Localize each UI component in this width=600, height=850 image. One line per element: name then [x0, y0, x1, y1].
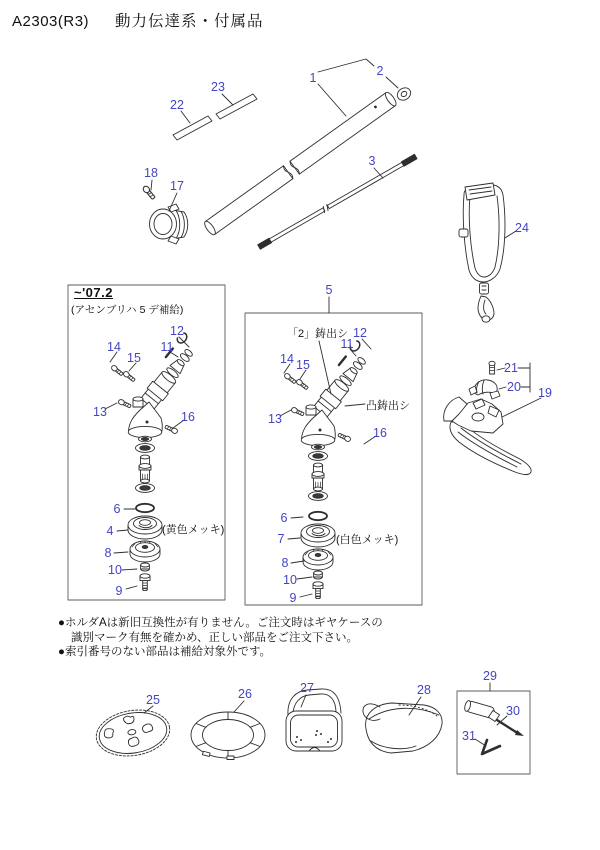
part-callout-5: 5: [325, 282, 333, 297]
footnote-line: 識別マーク有無を確かめ、正しい部品をご注文下さい。: [71, 631, 359, 644]
footnote-line: ●ホルダAは新旧互換性が有りません。ご注文時はギヤケースの: [58, 617, 383, 629]
part-callout-15: 15: [296, 357, 310, 372]
tool-bag-drawing: [363, 703, 442, 753]
new-spec-box: [245, 313, 422, 605]
part-callout-9: 9: [289, 590, 297, 605]
part-callout-8: 8: [281, 555, 289, 570]
part-callout-29: 29: [483, 668, 497, 683]
part-callout-4: 4: [106, 523, 114, 538]
part-callout-27: 27: [300, 680, 314, 695]
part-callout-28: 28: [417, 682, 431, 697]
hanger-clamp-drawing: [150, 204, 188, 244]
part-callout-15: 15: [127, 350, 141, 365]
old-spec-box-subheader: (アセンブリハ 5 デ補給): [71, 304, 184, 316]
gearhead-old-drawing: [110, 331, 204, 590]
plating-note-white: (白色メッキ): [336, 534, 399, 546]
blade-cover-ring-drawing: [191, 712, 265, 760]
part-callout-25: 25: [146, 692, 160, 707]
safety-guard-drawing: [444, 397, 531, 475]
part-callout-10: 10: [108, 562, 122, 577]
part-callout-31: 31: [462, 728, 476, 743]
part-callout-11: 11: [160, 339, 174, 354]
page-title-code: A2303(R3): [12, 13, 90, 30]
part-callout-12: 12: [170, 323, 184, 338]
part-callout-16: 16: [373, 425, 387, 440]
part-callout-18: 18: [144, 165, 158, 180]
part-callout-24: 24: [515, 220, 529, 235]
saw-blade-drawing: [93, 705, 173, 761]
part-callout-10: 10: [283, 572, 297, 587]
part-callout-13: 13: [268, 411, 282, 426]
footnotes: [58, 616, 383, 660]
part-callout-30: 30: [506, 703, 520, 718]
part-callout-2: 2: [376, 63, 384, 78]
guard-bolt-drawing: [489, 361, 495, 374]
part-callout-26: 26: [238, 686, 252, 701]
part-callout-23: 23: [211, 79, 225, 94]
plating-note-yellow: (黄色メッキ): [162, 524, 225, 536]
part-callout-8: 8: [104, 545, 112, 560]
page-title-text: 動力伝達系・付属品: [115, 13, 264, 30]
cast-mark-label: 「2」鋳出シ: [287, 328, 349, 340]
part-callout-11: 11: [340, 336, 354, 351]
part-callout-16: 16: [181, 409, 195, 424]
part-callout-22: 22: [170, 97, 184, 112]
cast-boss-label: 凸鋳出シ: [366, 400, 410, 412]
part-callout-19: 19: [538, 385, 552, 400]
part-callout-6: 6: [280, 510, 288, 525]
old-spec-box-header: ~'07.2: [74, 285, 113, 300]
part-callout-14: 14: [107, 339, 121, 354]
footnote-line: ●索引番号のない部品は補給対象外です。: [58, 646, 272, 658]
part-callout-20: 20: [507, 379, 521, 394]
shoulder-strap-drawing: [459, 183, 505, 322]
part-callout-12: 12: [353, 325, 367, 340]
part-callout-14: 14: [280, 351, 294, 366]
part-callout-6: 6: [113, 501, 121, 516]
part-callout-7: 7: [277, 531, 285, 546]
goggles-drawing: [286, 689, 342, 751]
part-callout-21: 21: [504, 360, 518, 375]
gearhead-new-drawing: [280, 336, 377, 598]
part-callout-3: 3: [368, 153, 376, 168]
part-callout-9: 9: [115, 583, 123, 598]
guard-clamp-drawing: [469, 380, 500, 399]
hex-key-drawing: [482, 740, 500, 754]
part-callout-13: 13: [93, 404, 107, 419]
part-callout-1: 1: [309, 70, 317, 85]
hanger-bolt-drawing: [142, 185, 156, 200]
part-callout-17: 17: [170, 178, 184, 193]
